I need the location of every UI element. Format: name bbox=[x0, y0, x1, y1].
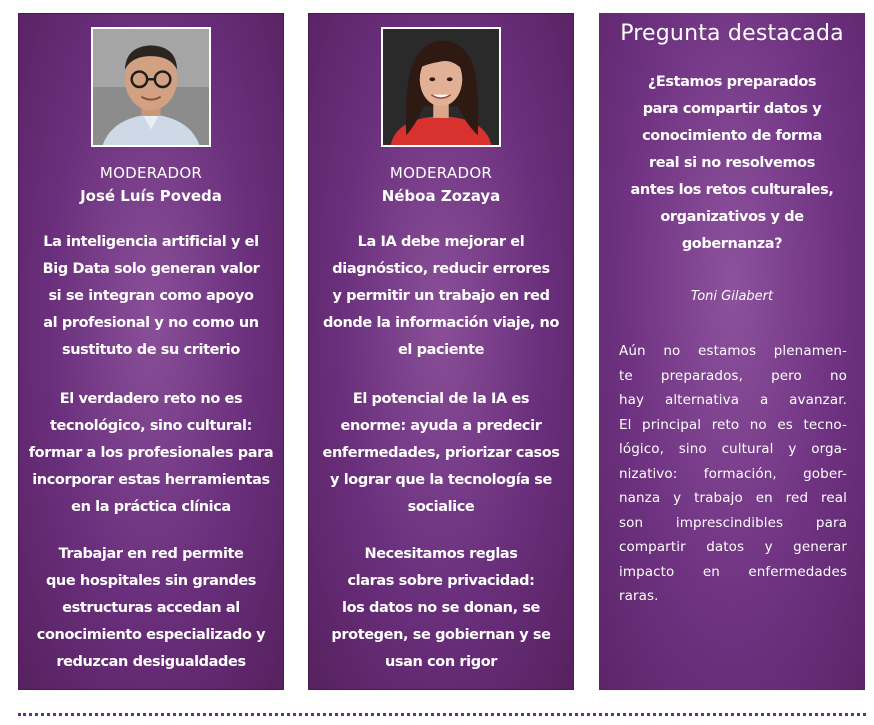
highlighted-question-card bbox=[599, 13, 865, 690]
dotted-divider bbox=[18, 713, 866, 716]
highlight-answer: Aún no estamos plenamen- te preparados, pero no hay alternativa a avanzar. El principal reto no es tecno- lógico, sino cultural y orga- nizativo: formación, gober- nanza y trabajo en red real son imprescindibles para compartir datos y generar impacto en enfermedades raras. bbox=[619, 343, 847, 604]
quote-1: La IA debe mejorar el diagnóstico, reducir errores y permitir un trabajo en red donde la información viaje, no el paciente bbox=[322, 234, 560, 358]
moderator-name: José Luís Poveda bbox=[80, 187, 222, 205]
quote-3: Trabajar en red permite que hospitales sin grandes estructuras accedan al conocimiento especializado y reduzcan desigualdades bbox=[36, 546, 266, 670]
moderator-card-zozaya bbox=[308, 13, 574, 690]
quote-2: El verdadero reto no es tecnológico, sino cultural: formar a los profesionales para incorporar estas herramientas en la práctica clínica bbox=[28, 391, 274, 515]
highlight-author: Toni Gilabert bbox=[690, 289, 774, 304]
portrait-woman-icon bbox=[383, 29, 499, 145]
quote-1: La inteligencia artificial y el Big Data solo generan valor si se integran como apoyo al profesional y no como un sustituto de su criterio bbox=[42, 234, 260, 358]
moderator-photo-zozaya bbox=[381, 27, 501, 147]
quote-3: Necesitamos reglas claras sobre privacidad: los datos no se donan, se protegen, se gobiernan y se usan con rigor bbox=[331, 546, 551, 670]
moderator-photo-poveda bbox=[91, 27, 211, 147]
quote-2: El potencial de la IA es enorme: ayuda a predecir enfermedades, priorizar casos y lograr que la tecnología se socialice bbox=[322, 391, 560, 515]
moderator-role: MODERADOR bbox=[99, 164, 203, 182]
moderator-role: MODERADOR bbox=[389, 164, 493, 182]
highlight-question: ¿Estamos preparados para compartir datos y conocimiento de forma real si no resolvemos antes los retos culturales, organizativos y de gobernanza? bbox=[630, 74, 834, 252]
moderator-card-poveda bbox=[18, 13, 284, 690]
moderator-name: Néboa Zozaya bbox=[381, 187, 501, 205]
highlight-title: Pregunta destacada bbox=[620, 21, 844, 46]
portrait-man-glasses-icon bbox=[93, 29, 209, 145]
